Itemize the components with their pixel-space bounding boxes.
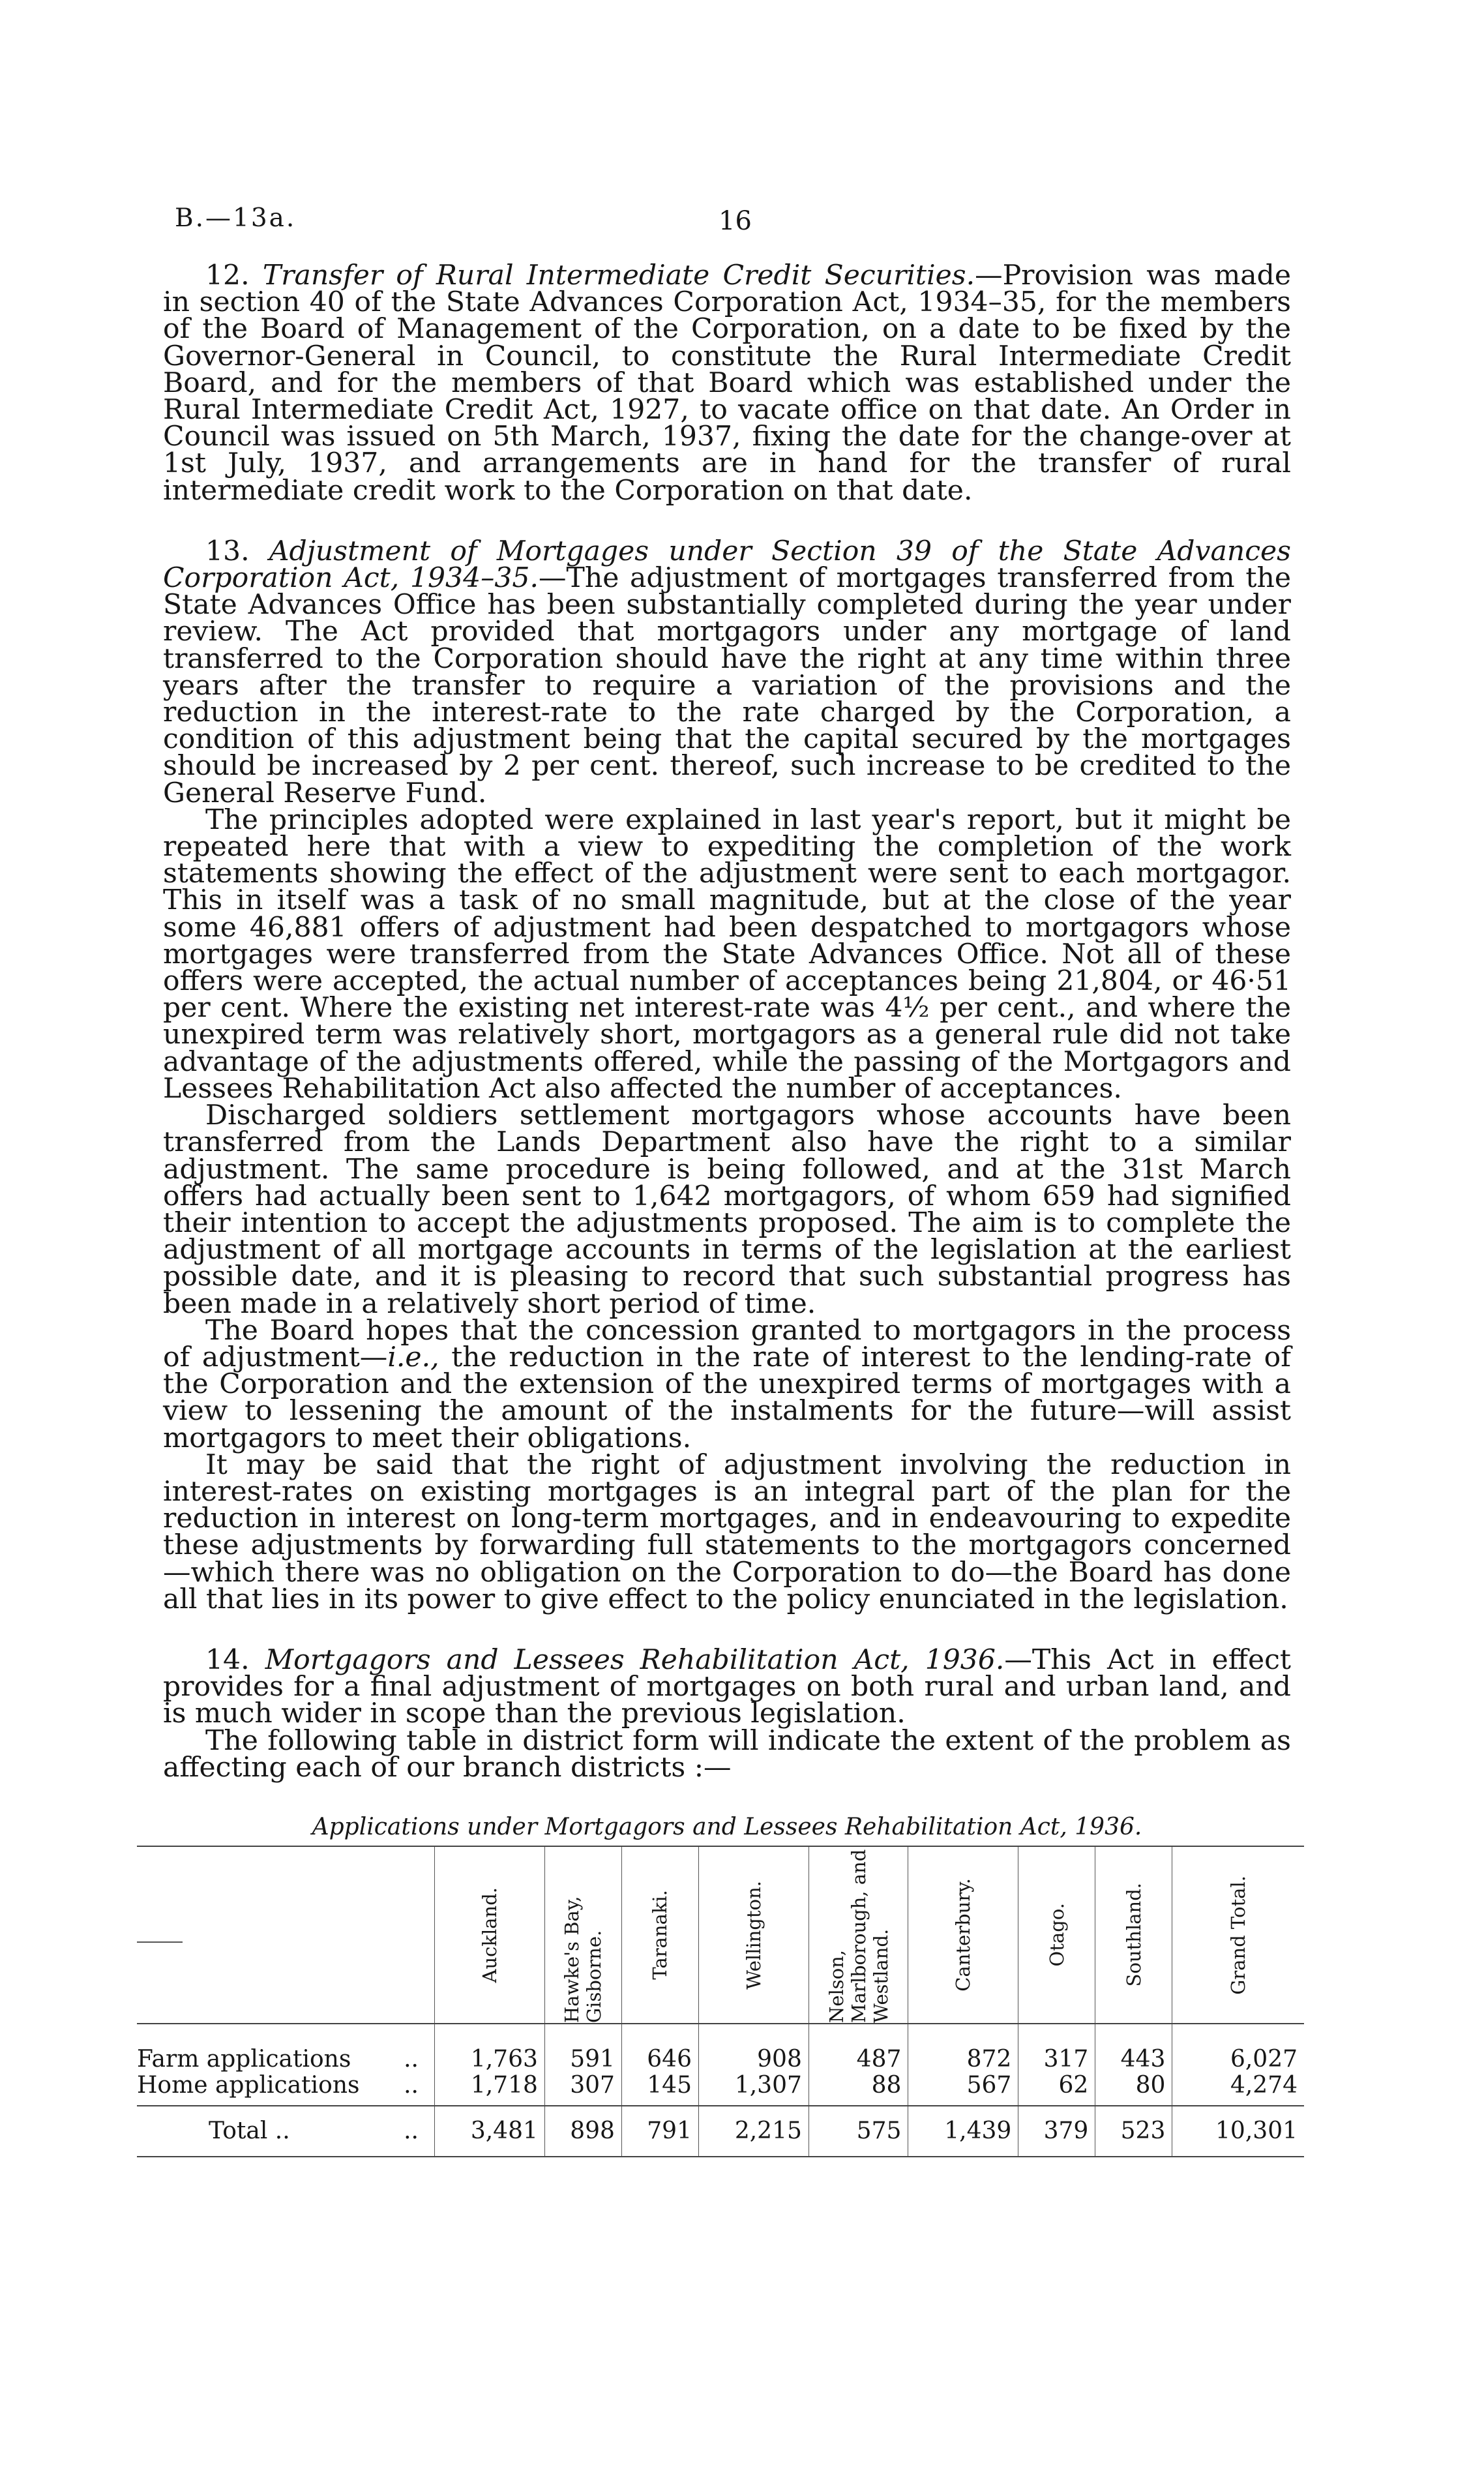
row-label: Farm applications [137,2046,351,2073]
column-header: Southland. [1095,1846,1172,2024]
table-row [137,2024,1304,2106]
table-cell: 3,481 [435,2106,545,2157]
paragraph-12 [163,260,1291,507]
table-cell: 646 145 [621,2024,698,2106]
paragraph: The following table in district form will indicate the extent of the problem as affecting each of our branch districts :— [163,1724,1291,1784]
column-header: Hawke's Bay, Gisborne. [544,1846,621,2024]
paragraph-text: The Board hopes that the concession granted to mortgagors in the process of adjustment— [163,1314,1291,1373]
document-reference: B.—13a. [175,203,297,233]
paragraph-text: —This Act in effect provides for a final adjustment of mortgages on both rural and urban land, and is much wider in scope than the previous legislation. [163,1643,1291,1730]
section-number: 13. [205,535,250,567]
section-heading: Adjustment of Mortgages under Section 39 of the State Advances Corporation Act, 1934–35. [163,535,1291,595]
table-cell: 872 567 [908,2024,1018,2106]
table-cell: 575 [809,2106,908,2157]
column-header: Canterbury. [908,1846,1018,2024]
column-header: Taranaki. [621,1846,698,2024]
table-corner [137,1846,435,2024]
table-header-row [137,1846,1304,2024]
table-cell: 6,027 4,274 [1172,2024,1304,2106]
row-labels: Total .. .. [137,2106,435,2157]
paragraph: The principles adopted were explained in last year's report, but it might be repeated here that with a view to expediting the completion of the work statements showing the effect of the adjustment were sent to each mortgagor. This in itself was a task of no small magnitude, but at the close of the year some 46,881 offers of adjustment had been despatched to mortgagors whose mortgages were transferred from the State Advances Office. Not all of these offers were accepted, the actual number of acceptances being 21,804, or 46·51 per cent. Where the existing net interest-rate was 4½ per cent., and where the unexpired term was relatively short, mortgagors as a general rule did not take advantage of the adjustments offered, while the passing of the Mortgagors and Lessees Rehabilitation Act also affected the number of acceptances. [163,803,1291,1105]
paragraph-text: the reduction in the rate of interest to the lending-rate of the Corporation and the extension of the unexpired terms of mortgages with a view to lessening the amount of the instalments for the future—will assist mortgagors to meet their obligations. [163,1341,1291,1454]
paragraph-text: —The adjustment of mortgages transferred from the State Advances Office has been substantially completed during the year under review. The Act provided that mortgagors under any mortgage of land transferred to the Corporation should have the right at any time within three years after the transfer to require a variation of the provisions and the reduction in the interest-rate to the rate charged by the Corporation, a condition of this adjustment being that the capital secured by the mortgages should be increased by 2 per cent. thereof, such increase to be credited to the General Reserve Fund. [163,562,1291,809]
column-header: Otago. [1018,1846,1095,2024]
table-cell: 591 307 [544,2024,621,2106]
row-label: Home applications [137,2072,360,2099]
row-labels: Farm applications .. Home applications .. [137,2046,419,2099]
table-cell: 791 [621,2106,698,2157]
paragraph [163,1314,1291,1454]
paragraph-text: —Provision was made in section 40 of the State Advances Corporation Act, 1934–35, for the members of the Board of Management of the Corporation, on a date to be fixed by the Governor-General in Council, to constitute the Rural Intermediate Credit Board, and for the members of that Board which was established under the Rural Intermediate Credit Act, 1927, to vacate office on that date. An Order in Council was issued on 5th March, 1937, fixing the date for the change-over at 1st July, 1937, and arrangements are in hand for the transfer of rural intermediate credit work to the Corporation on that date. [163,260,1291,507]
total-label: Total .. [209,2118,290,2145]
paragraph: Discharged soldiers settlement mortgagors whose accounts have been transferred from the Lands Department also have the right to a similar adjustment. The same procedure is being followed, and at the 31st March offers had actually been sent to 1,642 mortgagors, of whom 659 had signified their intention to accept the adjustments proposed. The aim is to complete the adjustment of all mortgage accounts in terms of the legislation at the earliest possible date, and it is pleasing to record that such substantial progress has been made in a relatively short period of time. [163,1100,1291,1320]
table-cell: 379 [1018,2106,1095,2157]
table-cell: 2,215 [698,2106,809,2157]
table-cell: 10,301 [1172,2106,1304,2157]
paragraph: It may be said that the right of adjustment involving the reduction in interest-rates on existing mortgages is an integral part of the plan for the reduction in interest on long-term mortgages, and in endeavouring to expedite these adjustments by forwarding full statements to the mortgagors concerned—which there was no obligation on the Corporation to do—the Board has done all that lies in its power to give effect to the policy enunciated in the legislation. [163,1448,1291,1615]
column-header: Nelson, Marlborough, and Westland. [809,1846,908,2024]
table-cell: 908 1,307 [698,2024,809,2106]
column-header: Wellington. [698,1846,809,2024]
paragraph-14 [163,1643,1291,1730]
column-header: Auckland. [435,1846,545,2024]
table-cell: 317 62 [1018,2024,1095,2106]
paragraph-13 [163,535,1291,809]
table-cell: 1,439 [908,2106,1018,2157]
table-total-row [137,2106,1304,2157]
paragraph-italic: i.e., [387,1341,439,1373]
section-number: 12. [205,260,250,292]
section-heading: Mortgagors and Lessees Rehabilitation Act, 1936. [265,1643,1005,1676]
table-cell: 898 [544,2106,621,2157]
table-cell: 487 88 [809,2024,908,2106]
section-heading: Transfer of Rural Intermediate Credit Securities. [262,260,975,292]
section-number: 14. [205,1643,250,1676]
column-header: Grand Total. [1172,1846,1304,2024]
table-cell: 1,763 1,718 [435,2024,545,2106]
page-number: 16 [719,206,752,236]
table-cell: 443 80 [1095,2024,1172,2106]
applications-table [137,1846,1304,2157]
page-header [0,203,1484,243]
table-cell: 523 [1095,2106,1172,2157]
table-caption: Applications under Mortgagors and Lessees Rehabilitation Act, 1936. [312,1813,1142,1840]
document-body [137,260,1298,2157]
